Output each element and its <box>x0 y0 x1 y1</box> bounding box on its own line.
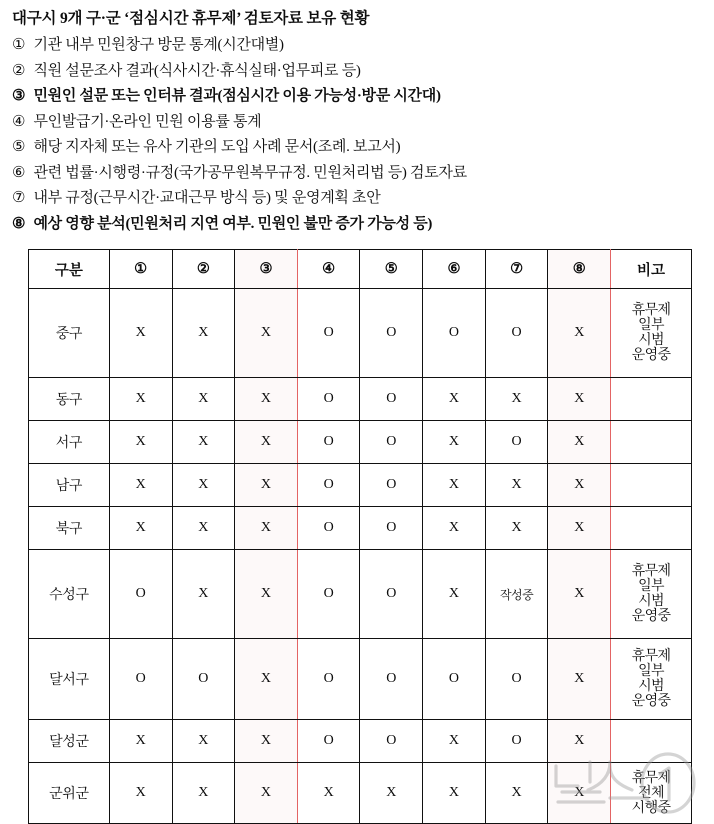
status-cell: X <box>485 507 548 550</box>
remark-line: 시범 <box>638 333 664 348</box>
status-cell: O <box>360 378 423 421</box>
district-name: 군위군 <box>29 763 110 824</box>
status-cell: O <box>360 507 423 550</box>
status-cell: O <box>297 639 360 720</box>
status-cell: O <box>360 720 423 763</box>
status-cell: O <box>297 720 360 763</box>
status-cell: O <box>360 550 423 639</box>
district-name: 동구 <box>29 378 110 421</box>
remark-line: 시범 <box>638 679 664 694</box>
status-cell: O <box>297 464 360 507</box>
criteria-marker: ② <box>12 62 26 79</box>
column-header-5: ⑤ <box>360 250 423 289</box>
status-cell: X <box>172 378 235 421</box>
column-header-2: ② <box>172 250 235 289</box>
status-table <box>28 249 692 824</box>
table-row <box>29 289 692 378</box>
criteria-text: 직원 설문조사 결과(식사시간·휴식실태·업무피로 등) <box>30 62 361 79</box>
table-header-row <box>29 250 692 289</box>
remark-line: 일부 <box>638 579 664 594</box>
status-cell: X <box>109 421 172 464</box>
criteria-item <box>12 59 714 85</box>
criteria-marker: ⑧ <box>12 215 26 232</box>
criteria-list <box>12 33 714 237</box>
remark-cell <box>611 378 692 421</box>
remark-line: 시범 <box>638 594 664 609</box>
criteria-text: 관련 법률·시행령·규정(국가공무원복무규정. 민원처리법 등) 검토자료 <box>30 164 467 181</box>
status-cell: O <box>109 639 172 720</box>
status-cell: O <box>297 421 360 464</box>
status-cell: O <box>423 289 486 378</box>
table-row <box>29 464 692 507</box>
status-cell: X <box>423 378 486 421</box>
status-cell: X <box>235 639 298 720</box>
column-header-1: ① <box>109 250 172 289</box>
district-name: 남구 <box>29 464 110 507</box>
criteria-text: 무인발급기·온라인 민원 이용률 통계 <box>30 113 262 130</box>
remark-cell <box>611 550 692 639</box>
status-cell: X <box>235 378 298 421</box>
table-header <box>29 250 692 289</box>
criteria-marker: ⑤ <box>12 139 26 155</box>
district-name: 서구 <box>29 421 110 464</box>
status-cell: 작성중 <box>485 550 548 639</box>
status-cell: X <box>235 507 298 550</box>
criteria-item <box>12 212 714 238</box>
status-cell: X <box>548 464 611 507</box>
district-name: 달성군 <box>29 720 110 763</box>
column-header-8: ⑧ <box>548 250 611 289</box>
status-cell: X <box>360 763 423 824</box>
status-cell: X <box>235 550 298 639</box>
criteria-text: 해당 지자체 또는 유사 기관의 도입 사례 문서(조례. 보고서) <box>30 139 401 155</box>
status-cell: X <box>109 507 172 550</box>
status-cell: X <box>423 763 486 824</box>
criteria-marker: ③ <box>12 88 26 104</box>
column-header-3: ③ <box>235 250 298 289</box>
status-cell: X <box>548 763 611 824</box>
remark-line: 휴무제 <box>631 564 671 579</box>
criteria-item <box>12 135 714 161</box>
criteria-item <box>12 84 714 110</box>
remark-line: 일부 <box>638 664 664 679</box>
status-cell: X <box>172 421 235 464</box>
remark-line: 일부 <box>638 318 664 333</box>
status-cell: X <box>423 421 486 464</box>
district-name: 북구 <box>29 507 110 550</box>
status-cell: X <box>548 378 611 421</box>
remark-line: 운영중 <box>631 694 671 709</box>
column-header-7: ⑦ <box>485 250 548 289</box>
status-cell: O <box>297 289 360 378</box>
status-cell: X <box>485 378 548 421</box>
status-cell: O <box>360 639 423 720</box>
status-cell: O <box>485 639 548 720</box>
district-name: 중구 <box>29 289 110 378</box>
status-cell: O <box>423 639 486 720</box>
status-cell: X <box>548 507 611 550</box>
status-cell: X <box>109 763 172 824</box>
status-cell: X <box>109 720 172 763</box>
page-title: 대구시 9개 구·군 ‘점심시간 휴무제’ 검토자료 보유 현황 <box>12 10 370 27</box>
status-cell: X <box>109 464 172 507</box>
status-cell: X <box>235 464 298 507</box>
status-cell: X <box>548 421 611 464</box>
status-table-wrapper <box>28 249 692 824</box>
status-cell: X <box>109 378 172 421</box>
status-cell: X <box>172 507 235 550</box>
status-cell: X <box>423 464 486 507</box>
column-header-bigo: 비고 <box>611 250 692 289</box>
criteria-marker: ① <box>12 37 26 53</box>
document-header <box>0 0 714 237</box>
status-cell: O <box>297 378 360 421</box>
status-cell: O <box>172 639 235 720</box>
criteria-text: 내부 규정(근무시간·교대근무 방식 등) 및 운영계획 초안 <box>30 190 381 206</box>
table-row <box>29 720 692 763</box>
remark-line: 휴무제 <box>631 303 671 318</box>
status-cell: X <box>235 289 298 378</box>
status-cell: X <box>485 763 548 824</box>
remark-line: 시행중 <box>631 800 671 816</box>
status-cell: X <box>235 421 298 464</box>
remark-cell <box>611 289 692 378</box>
status-cell: X <box>109 289 172 378</box>
table-row <box>29 639 692 720</box>
status-cell: X <box>172 289 235 378</box>
column-header-4: ④ <box>297 250 360 289</box>
status-cell: X <box>548 639 611 720</box>
status-cell: X <box>423 720 486 763</box>
status-cell: X <box>172 550 235 639</box>
remark-cell <box>611 720 692 763</box>
status-cell: X <box>172 763 235 824</box>
criteria-item <box>12 161 714 187</box>
remark-line: 전체 <box>638 785 664 801</box>
column-header-gubun: 구분 <box>29 250 110 289</box>
district-name: 달서구 <box>29 639 110 720</box>
status-cell: X <box>548 289 611 378</box>
status-cell: O <box>485 421 548 464</box>
status-cell: O <box>485 720 548 763</box>
remark-cell <box>611 464 692 507</box>
status-cell: O <box>360 289 423 378</box>
criteria-item <box>12 186 714 212</box>
status-cell: X <box>548 720 611 763</box>
status-cell: O <box>360 464 423 507</box>
criteria-marker: ④ <box>12 113 26 130</box>
status-cell: O <box>297 550 360 639</box>
remark-cell <box>611 639 692 720</box>
remark-line: 휴무제 <box>631 770 671 786</box>
status-cell: X <box>423 550 486 639</box>
status-cell: X <box>172 464 235 507</box>
criteria-item <box>12 33 714 59</box>
table-body <box>29 289 692 824</box>
status-cell: X <box>235 720 298 763</box>
remark-line: 운영중 <box>631 348 671 363</box>
table-row <box>29 378 692 421</box>
district-name: 수성구 <box>29 550 110 639</box>
status-cell: X <box>423 507 486 550</box>
table-row <box>29 421 692 464</box>
table-row <box>29 763 692 824</box>
table-row <box>29 550 692 639</box>
criteria-marker: ⑦ <box>12 190 26 206</box>
column-header-6: ⑥ <box>423 250 486 289</box>
status-cell: X <box>485 464 548 507</box>
remark-cell <box>611 507 692 550</box>
remark-line: 휴무제 <box>631 649 671 664</box>
status-cell: O <box>485 289 548 378</box>
criteria-marker: ⑥ <box>12 164 26 181</box>
status-cell: X <box>297 763 360 824</box>
criteria-item <box>12 110 714 136</box>
status-cell: X <box>548 550 611 639</box>
remark-cell <box>611 763 692 824</box>
remark-cell <box>611 421 692 464</box>
status-cell: X <box>172 720 235 763</box>
table-row <box>29 507 692 550</box>
criteria-text: 예상 영향 분석(민원처리 지연 여부. 민원인 불만 증가 가능성 등) <box>30 215 433 232</box>
criteria-text: 기관 내부 민원창구 방문 통계(시간대별) <box>30 37 284 53</box>
remark-line: 운영중 <box>631 609 671 624</box>
criteria-text: 민원인 설문 또는 인터뷰 결과(점심시간 이용 가능성·방문 시간대) <box>30 88 441 104</box>
status-cell: X <box>235 763 298 824</box>
status-cell: O <box>297 507 360 550</box>
status-cell: O <box>360 421 423 464</box>
status-cell: O <box>109 550 172 639</box>
